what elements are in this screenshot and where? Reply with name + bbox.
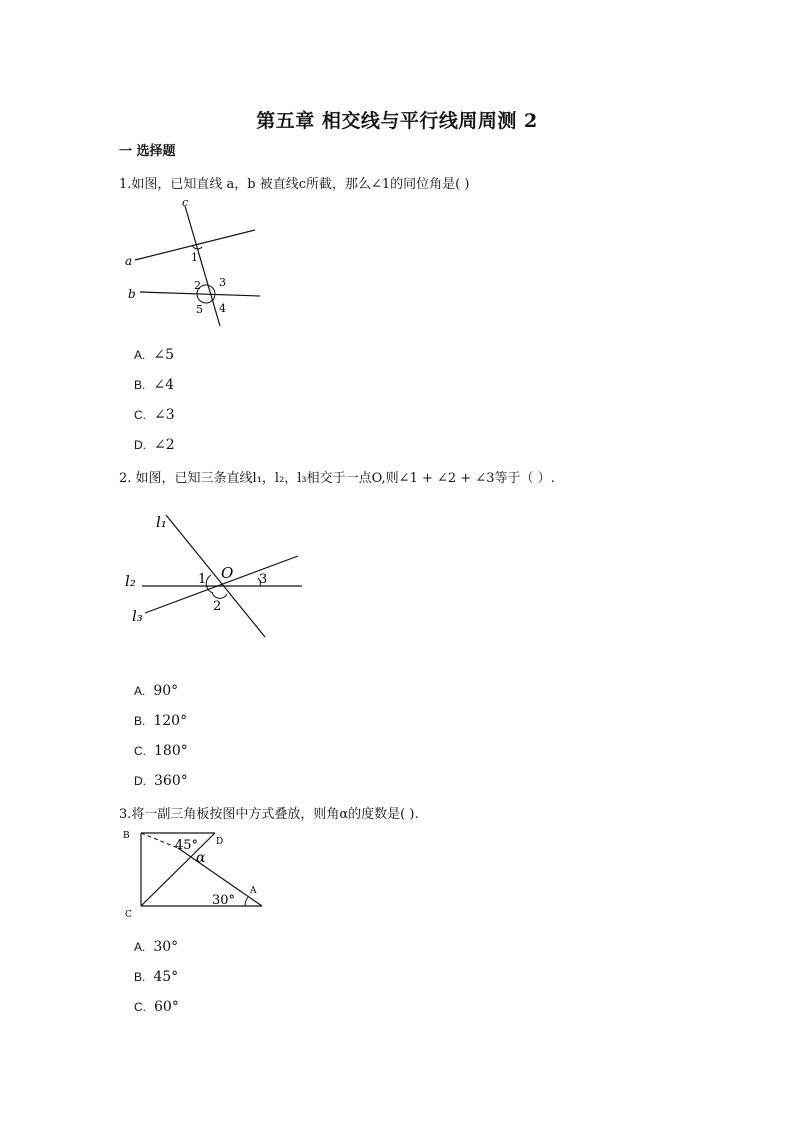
page-title: 第五章 相交线与平行线周周测 2 bbox=[256, 110, 538, 132]
q2-option-c[interactable] bbox=[134, 743, 188, 759]
label-c: c bbox=[182, 196, 189, 209]
label-30-degrees: 30° bbox=[212, 893, 236, 908]
label-l2: l₂ bbox=[125, 572, 136, 590]
label-angle-3: 3 bbox=[259, 572, 268, 587]
option-text: 180° bbox=[154, 743, 188, 759]
q1-option-d[interactable] bbox=[134, 437, 175, 453]
label-b: b bbox=[128, 287, 136, 301]
q3-option-b[interactable] bbox=[134, 969, 178, 985]
option-text: 360° bbox=[154, 773, 188, 789]
option-text: ∠4 bbox=[153, 377, 174, 393]
label-b: B bbox=[123, 831, 130, 841]
label-45-degrees: 45° bbox=[175, 838, 199, 853]
label-angle-3: 3 bbox=[219, 276, 226, 289]
option-text: 45° bbox=[153, 969, 179, 985]
option-letter: B. bbox=[134, 378, 146, 392]
option-text: ∠5 bbox=[153, 347, 174, 363]
option-letter: A. bbox=[134, 684, 146, 698]
option-text: 30° bbox=[153, 939, 179, 955]
q3-option-a[interactable] bbox=[134, 939, 178, 955]
option-letter: A. bbox=[134, 940, 146, 954]
question-3-figure bbox=[120, 826, 270, 921]
option-letter: D. bbox=[134, 438, 146, 452]
q1-option-a[interactable] bbox=[134, 347, 174, 363]
option-letter: D. bbox=[134, 774, 146, 788]
label-a: A bbox=[250, 886, 257, 896]
label-l3: l₃ bbox=[132, 607, 143, 625]
label-o: O bbox=[221, 564, 234, 582]
label-d: D bbox=[216, 837, 224, 847]
label-c: C bbox=[125, 910, 132, 920]
q2-option-a[interactable] bbox=[134, 683, 178, 699]
q1-option-c[interactable] bbox=[134, 407, 175, 423]
question-1-text: 1.如图，已知直线 a，b 被直线c所截，那么∠1的同位角是( ) bbox=[119, 177, 470, 192]
label-angle-1: 1 bbox=[198, 572, 207, 587]
q2-option-b[interactable] bbox=[134, 713, 187, 729]
label-angle-5: 5 bbox=[196, 303, 203, 316]
section-heading: 一 选择题 bbox=[119, 144, 176, 159]
label-angle-2: 2 bbox=[213, 599, 222, 614]
question-3-text: 3.将一副三角板按图中方式叠放，则角α的度数是( ). bbox=[119, 807, 419, 822]
q2-option-d[interactable] bbox=[134, 773, 188, 789]
label-a: a bbox=[125, 254, 133, 268]
option-letter: B. bbox=[134, 970, 146, 984]
q3-option-c[interactable] bbox=[134, 999, 179, 1015]
label-l1: l₁ bbox=[156, 513, 167, 531]
option-text: 120° bbox=[153, 713, 188, 729]
option-letter: A. bbox=[134, 348, 146, 362]
option-text: 60° bbox=[154, 999, 179, 1015]
question-2-figure bbox=[120, 505, 310, 645]
label-angle-1: 1 bbox=[191, 251, 198, 264]
question-1-figure bbox=[120, 196, 270, 336]
option-text: ∠2 bbox=[154, 437, 175, 453]
option-letter: C. bbox=[134, 744, 146, 758]
label-angle-2: 2 bbox=[194, 279, 201, 292]
option-text: ∠3 bbox=[154, 407, 175, 423]
option-letter: C. bbox=[134, 1000, 146, 1014]
option-text: 90° bbox=[153, 683, 179, 699]
q1-option-b[interactable] bbox=[134, 377, 174, 393]
option-letter: C. bbox=[134, 408, 146, 422]
label-angle-4: 4 bbox=[219, 302, 226, 315]
question-2-text: 2. 如图，已知三条直线l₁，l₂，l₃相交于一点O,则∠1 + ∠2 + ∠3等于（ ）. bbox=[119, 471, 555, 486]
label-alpha: α bbox=[196, 850, 206, 866]
option-letter: B. bbox=[134, 714, 146, 728]
